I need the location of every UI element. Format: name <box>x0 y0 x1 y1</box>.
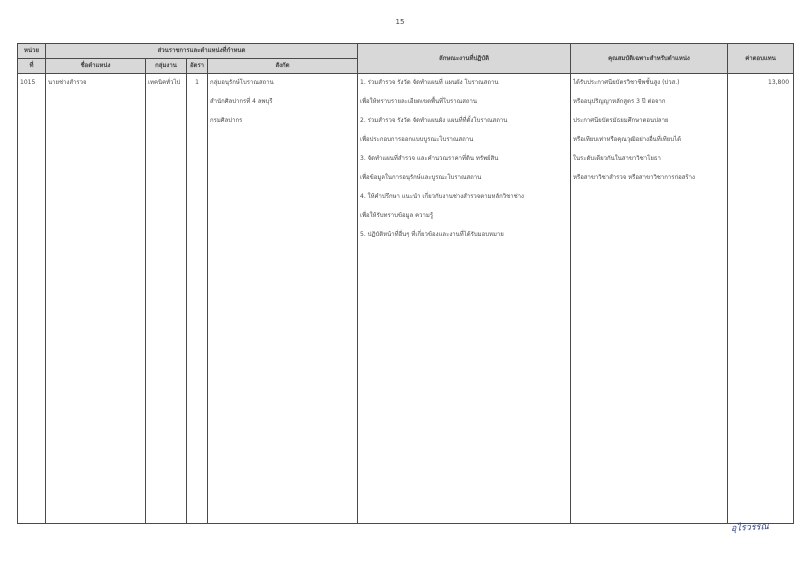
affiliation-line: สำนักศิลปากรที่ 4 ลพบุรี <box>210 98 273 105</box>
cell-duties <box>358 74 571 524</box>
qualification-line: ได้รับประกาศนียบัตรวิชาชีพชั้นสูง (ปวส.) <box>573 79 680 86</box>
duty-line: 2. ร่วมสำรวจ รังวัด จัดทำแผนผัง แผนที่ที่ตั้งโบราณสถาน <box>360 117 508 124</box>
header-work-group: กลุ่มงาน <box>146 59 187 74</box>
affiliation-line: กรมศิลปากร <box>210 117 243 124</box>
qualification-line: หรือเทียบเท่าหรือคุณวุฒิอย่างอื่นที่เทียบได้ <box>573 136 681 143</box>
duty-line: 5. ปฏิบัติหน้าที่อื่นๆ ที่เกี่ยวข้องและงานที่ได้รับมอบหมาย <box>360 231 504 238</box>
cell-unit-no: 1015 <box>18 74 46 524</box>
cell-position-name: นายช่างสำรวจ <box>46 74 146 524</box>
header-rate: อัตรา <box>187 59 208 74</box>
position-table <box>17 43 794 524</box>
affiliation-line: กลุ่มอนุรักษ์โบราณสถาน <box>210 79 274 86</box>
header-duties: ลักษณะงานที่ปฏิบัติ <box>358 44 571 74</box>
duty-line: 1. ร่วมสำรวจ รังวัด จัดทำแผนที่ แผนผัง โบราณสถาน <box>360 79 499 86</box>
header-affiliation: สังกัด <box>208 59 358 74</box>
cell-work-group: เทคนิคทั่วไป <box>146 74 187 524</box>
duty-line: 4. ให้คำปรึกษา แนะนำ เกี่ยวกับงานช่างสำรวจตามหลักวิชาช่าง <box>360 193 524 200</box>
table-row <box>18 74 794 524</box>
qualification-line: หรืออนุปริญญาหลักสูตร 3 ปี ต่อจาก <box>573 98 666 105</box>
cell-compensation: 13,800 <box>728 74 794 524</box>
qualification-line: หรือสาขาวิชาสำรวจ หรือสาขาวิชาการก่อสร้าง <box>573 174 695 181</box>
cell-affiliation <box>208 74 358 524</box>
duty-line: 3. จัดทำแผนที่สำรวจ และคำนวณราคาที่ดิน ทรัพย์สิน <box>360 155 499 162</box>
header-group: ส่วนราชการและตำแหน่งที่กำหนด <box>46 44 358 59</box>
duty-line: เพื่อประกอบการออกแบบบูรณะโบราณสถาน <box>360 136 474 143</box>
cell-qualifications <box>571 74 728 524</box>
qualification-line: ในระดับเดียวกันในสาขาวิชาโยธา <box>573 155 661 162</box>
qualification-line: ประกาศนียบัตรมัธยมศึกษาตอนปลาย <box>573 117 669 124</box>
page-number: 15 <box>395 18 405 26</box>
header-position-name: ชื่อตำแหน่ง <box>46 59 146 74</box>
header-qualifications: คุณสมบัติเฉพาะสำหรับตำแหน่ง <box>571 44 728 74</box>
duty-line: เพื่อข้อมูลในการอนุรักษ์และบูรณะโบราณสถาน <box>360 174 482 181</box>
cell-rate: 1 <box>187 74 208 524</box>
duty-line: เพื่อให้รับทราบข้อมูล ความรู้ <box>360 212 434 219</box>
handwritten-signature: อุไรวรรณ <box>730 522 770 534</box>
header-compensation: ค่าตอบแทน <box>728 44 794 74</box>
header-unit-no-line1: หน่วย <box>18 44 46 59</box>
header-unit-no-line2: ที่ <box>18 59 46 74</box>
duty-line: เพื่อให้ทราบรายละเอียดเขตพื้นที่โบราณสถาน <box>360 98 477 105</box>
